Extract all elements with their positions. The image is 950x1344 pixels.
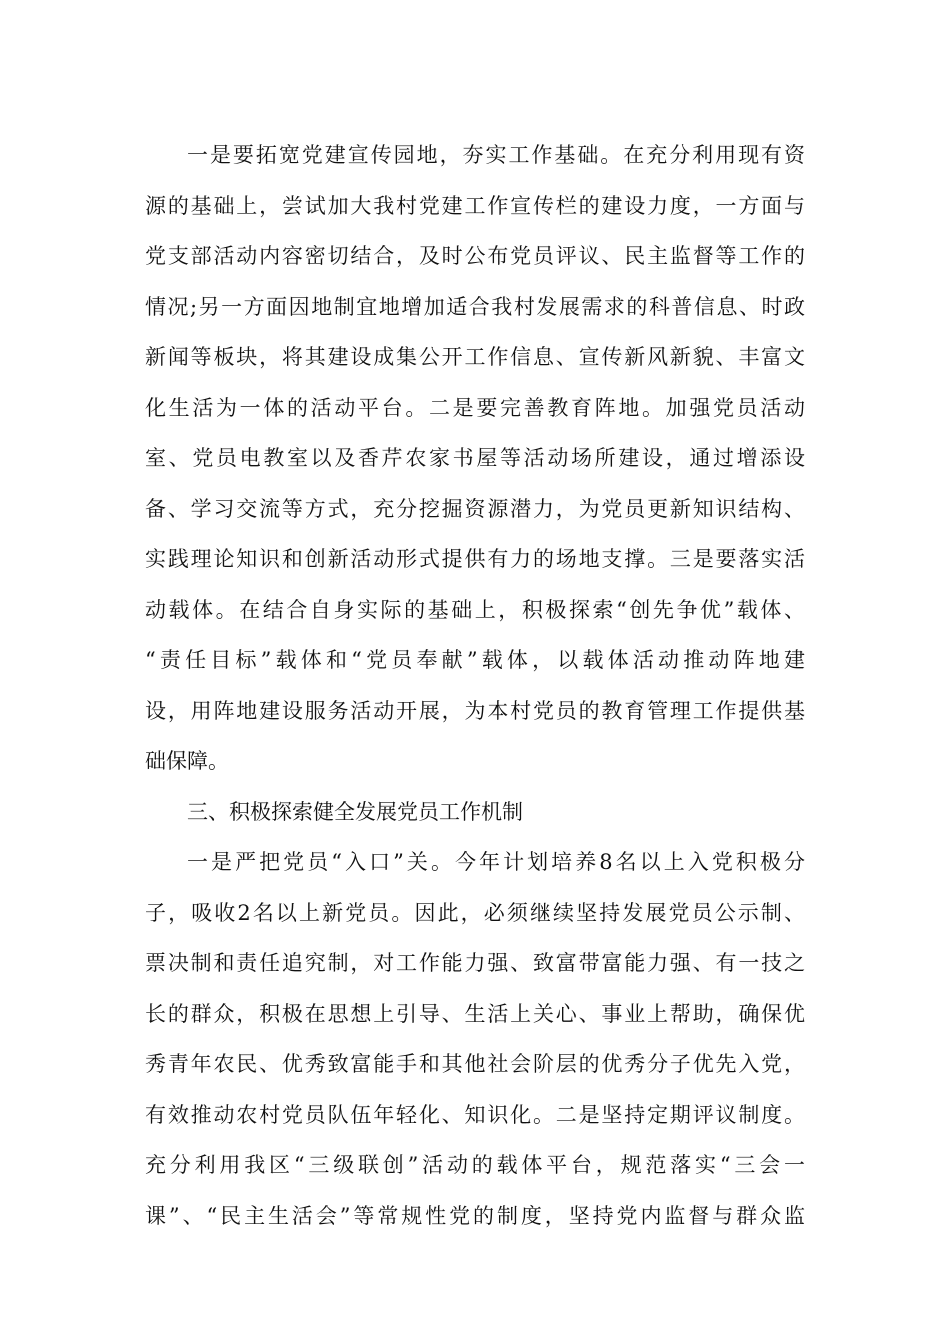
paragraph-line: 充分利用我区“三级联创”活动的载体平台，规范落实“三会一 <box>145 1153 805 1177</box>
paragraph-line: 长的群众，积极在思想上引导、生活上关心、事业上帮助，确保优 <box>145 1001 805 1026</box>
paragraph-line: 化生活为一体的活动平台。二是要完善教育阵地。加强党员活动 <box>145 395 805 420</box>
paragraph-line: 动载体。在结合自身实际的基础上，积极探索“创先争优”载体、 <box>145 597 805 622</box>
paragraph-line: 课”、“民主生活会”等常规性党的制度，坚持党内监督与群众监 <box>145 1203 805 1228</box>
paragraph-line: 子，吸收2名以上新党员。因此，必须继续坚持发展党员公示制、 <box>145 900 805 925</box>
paragraph-line: 党支部活动内容密切结合，及时公布党员评议、民主监督等工作的 <box>145 244 805 268</box>
paragraph-line: 设，用阵地建设服务活动开展，为本村党员的教育管理工作提供基 <box>145 698 805 723</box>
paragraph-line: 源的基础上，尝试加大我村党建工作宣传栏的建设力度，一方面与 <box>145 193 805 218</box>
paragraph-line: “责任目标”载体和“党员奉献”载体，以载体活动推动阵地建 <box>145 648 805 672</box>
paragraph-line: 实践理论知识和创新活动形式提供有力的场地支撑。三是要落实活 <box>145 547 805 571</box>
paragraph-line: 础保障。 <box>145 749 229 773</box>
paragraph-line: 有效推动农村党员队伍年轻化、知识化。二是坚持定期评议制度。 <box>145 1102 805 1127</box>
paragraph-line: 一是要拓宽党建宣传园地，夯实工作基础。在充分利用现有资 <box>187 143 805 167</box>
document-body <box>145 130 805 1241</box>
paragraph-line: 新闻等板块，将其建设成集公开工作信息、宣传新风新貌、丰富文 <box>145 345 805 369</box>
paragraph-line: 一是严把党员“入口”关。今年计划培养8名以上入党积极分 <box>187 850 805 874</box>
paragraph-line: 秀青年农民、优秀致富能手和其他社会阶层的优秀分子优先入党， <box>145 1052 805 1076</box>
paragraph-line: 室、党员电教室以及香芹农家书屋等活动场所建设，通过增添设 <box>145 446 805 470</box>
section-heading: 三、积极探索健全发展党员工作机制 <box>187 799 523 824</box>
paragraph-line: 情况;另一方面因地制宜地增加适合我村发展需求的科普信息、时政 <box>145 294 805 319</box>
paragraph-line: 票决制和责任追究制，对工作能力强、致富带富能力强、有一技之 <box>145 951 805 975</box>
paragraph-line: 备、学习交流等方式，充分挖掘资源潜力，为党员更新知识结构、 <box>145 496 805 521</box>
